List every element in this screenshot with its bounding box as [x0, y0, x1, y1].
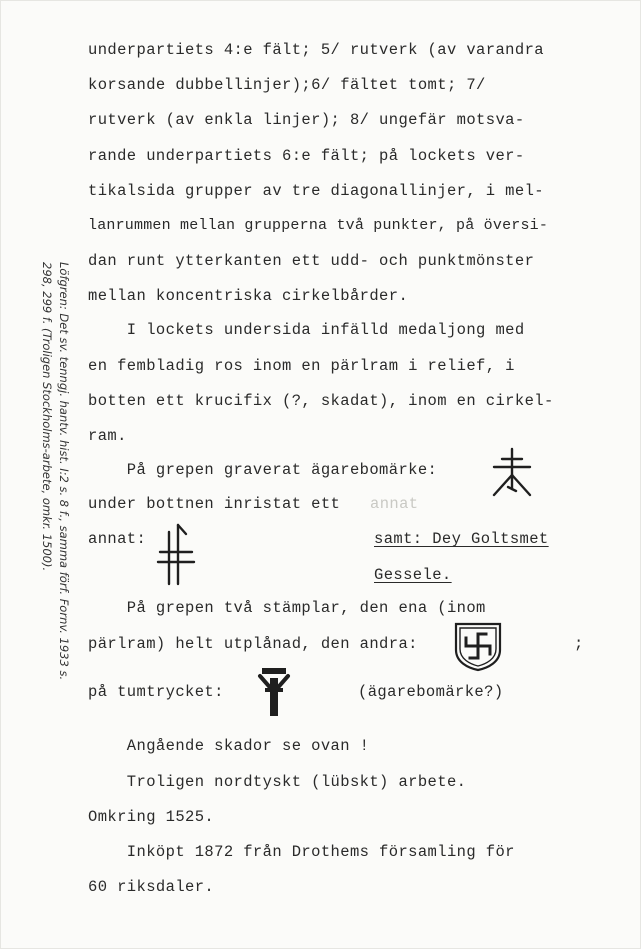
- crossed-out-word: annat: [370, 495, 419, 513]
- text-line-7: dan runt ytterkanten ett udd- och punktmönster: [88, 252, 535, 270]
- margin-note-line-1: Löfgren: Det sv. tenngj. hantv. hist. I:2 s. 8 f., samma förf. Fornv. 1933 s.: [57, 262, 71, 681]
- text-line-4: rande underpartiets 6:e fält; på lockets ver-: [88, 147, 525, 165]
- text-line-17: Gessele.: [374, 566, 452, 584]
- text-line-6: lanrummen mellan grupperna två punkter, på översi-: [88, 217, 549, 234]
- text-line-5: tikalsida grupper av tre diagonallinjer, i mel-: [88, 182, 544, 200]
- owner-mark-1-icon: [484, 445, 540, 501]
- text-line-2: korsande dubbellinjer);6/ fältet tomt; 7/: [88, 76, 486, 94]
- margin-note-text: [38, 262, 72, 680]
- text-line-18: På grepen två stämplar, den ena (inom: [88, 599, 486, 617]
- text-line-8: mellan koncentriska cirkelbårder.: [88, 287, 409, 305]
- text-line-21: (ägarebomärke?): [358, 683, 504, 701]
- stamp-shield-icon: [452, 620, 504, 672]
- handwritten-margin-note: [40, 262, 72, 692]
- text-line-20: på tumtrycket:: [88, 683, 224, 701]
- text-line-26: 60 riksdaler.: [88, 878, 215, 896]
- text-line-22: Angående skador se ovan !: [88, 737, 370, 755]
- text-line-semicolon: ;: [574, 635, 584, 653]
- text-line-3: rutverk (av enkla linjer); 8/ ungefär motsva-: [88, 111, 525, 129]
- text-line-14: under bottnen inristat ett: [88, 495, 341, 513]
- text-line-25: Inköpt 1872 från Drothems församling för: [88, 843, 515, 861]
- text-line-19: pärlram) helt utplånad, den andra:: [88, 635, 418, 653]
- text-line-23: Troligen nordtyskt (lübskt) arbete.: [88, 773, 467, 791]
- text-line-1: underpartiets 4:e fält; 5/ rutverk (av varandra: [88, 41, 544, 59]
- text-line-15: annat:: [88, 530, 147, 548]
- text-line-12: ram.: [88, 427, 127, 445]
- text-line-16: samt: Dey Goltsmet: [374, 530, 549, 548]
- text-line-11: botten ett krucifix (?, skadat), inom en cirkel-: [88, 392, 554, 410]
- margin-note-line-2: 298, 299 f. (Troligen Stockholms-arbete, omkr. 1500).: [40, 262, 54, 572]
- text-line-13: På grepen graverat ägarebomärke:: [88, 461, 438, 479]
- owner-mark-2-icon: [152, 522, 198, 588]
- text-line-24: Omkring 1525.: [88, 808, 215, 826]
- text-line-9: I lockets undersida infälld medaljong med: [88, 321, 525, 339]
- thumbpiece-mark-icon: [256, 666, 292, 718]
- text-line-10: en fembladig ros inom en pärlram i relief, i: [88, 357, 515, 375]
